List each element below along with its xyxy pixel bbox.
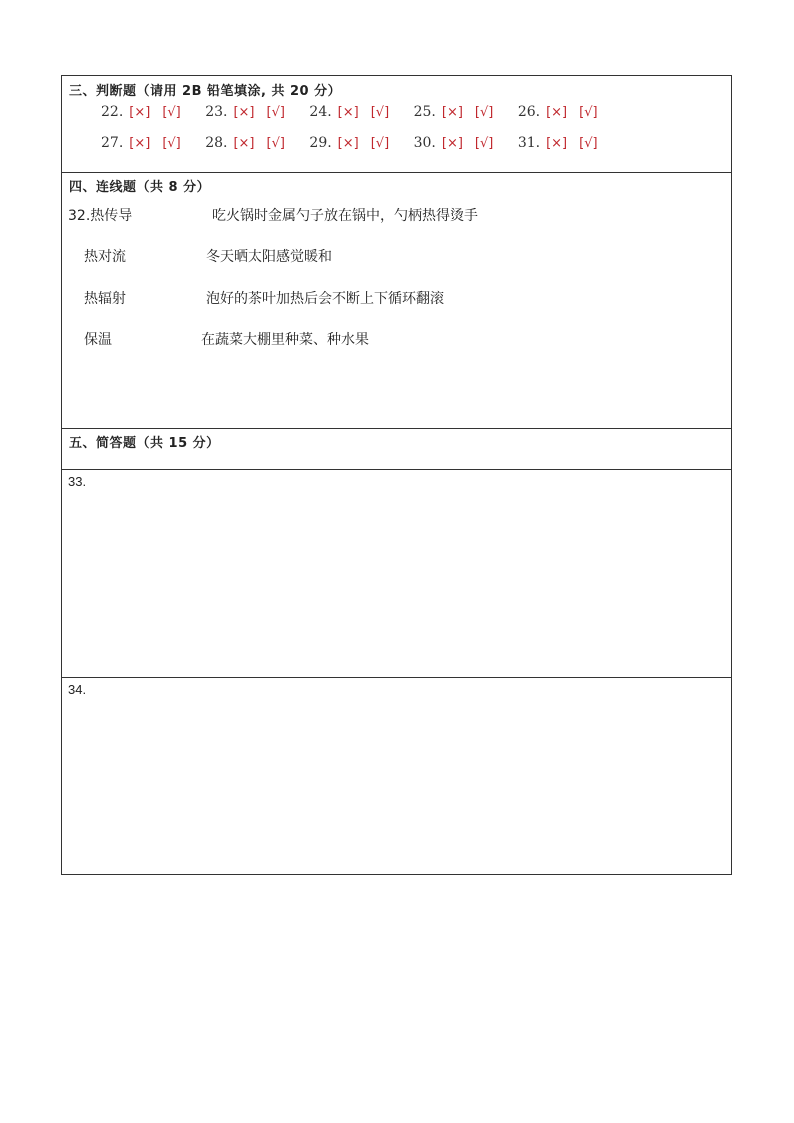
true-option[interactable]: [√] [474,105,494,120]
question-number: 26. [517,104,541,120]
short-section-title: 五、简答题（共 15 分） [69,436,220,451]
judge-line-1 [101,104,618,126]
match-right-item[interactable]: 在蔬菜大棚里种菜、种水果 [201,332,369,348]
question-number: 29. [309,135,332,151]
answer-sheet [61,75,732,875]
false-option[interactable]: [×] [129,136,151,151]
question-number: 27. [101,135,124,151]
match-left-item[interactable]: 32.热传导 [68,208,133,224]
true-option[interactable]: [√] [162,136,181,151]
judge-section [62,76,731,173]
false-option[interactable]: [×] [441,105,463,120]
false-option[interactable]: [×] [233,105,255,120]
true-option[interactable]: [√] [370,105,390,120]
answer-box-34[interactable] [62,678,731,874]
false-option[interactable]: [×] [441,136,463,151]
question-number: 24. [309,104,332,120]
true-option[interactable]: [√] [579,136,598,151]
short-section-header [62,429,731,470]
true-option[interactable]: [√] [474,136,494,151]
judge-item-22 [101,104,193,120]
false-option[interactable]: [×] [546,136,568,151]
judge-item-27 [101,135,193,151]
judge-item-30 [414,135,506,151]
true-option[interactable]: [√] [266,105,285,120]
judge-item-26 [518,104,610,120]
question-number: 22. [101,104,124,120]
match-right-item[interactable]: 吃火锅时金属勺子放在锅中，勺柄热得烫手 [212,208,478,224]
true-option[interactable]: [√] [370,136,390,151]
match-section [62,173,731,429]
judge-item-25 [414,104,506,120]
false-option[interactable]: [×] [337,105,359,120]
question-34-label: 34. [68,682,87,697]
false-option[interactable]: [×] [233,136,255,151]
question-number: 25. [413,104,436,120]
judge-item-31 [518,135,610,151]
true-option[interactable]: [√] [266,136,285,151]
match-right-item[interactable]: 冬天晒太阳感觉暖和 [206,249,332,265]
judge-item-29 [309,135,401,151]
judge-item-24 [309,104,401,120]
match-left-item[interactable]: 热对流 [84,249,126,265]
question-number: 30. [413,135,436,151]
judge-line-2 [101,135,618,157]
question-number: 28. [205,135,228,151]
false-option[interactable]: [×] [129,105,151,120]
false-option[interactable]: [×] [546,105,568,120]
true-option[interactable]: [√] [162,105,181,120]
true-option[interactable]: [√] [579,105,598,120]
answer-box-33[interactable] [62,470,731,678]
match-left-item[interactable]: 热辐射 [84,291,126,307]
question-number: 31. [517,135,541,151]
match-section-title: 四、连线题（共 8 分） [69,180,211,195]
judge-item-28 [205,135,297,151]
match-left-item[interactable]: 保温 [84,332,112,348]
judge-item-23 [205,104,297,120]
false-option[interactable]: [×] [337,136,359,151]
judge-section-title: 三、判断题（请用 2B 铅笔填涂, 共 20 分） [69,84,342,99]
question-33-label: 33. [68,474,87,489]
match-right-item[interactable]: 泡好的茶叶加热后会不断上下循环翻滚 [206,291,444,307]
question-number: 23. [205,104,228,120]
